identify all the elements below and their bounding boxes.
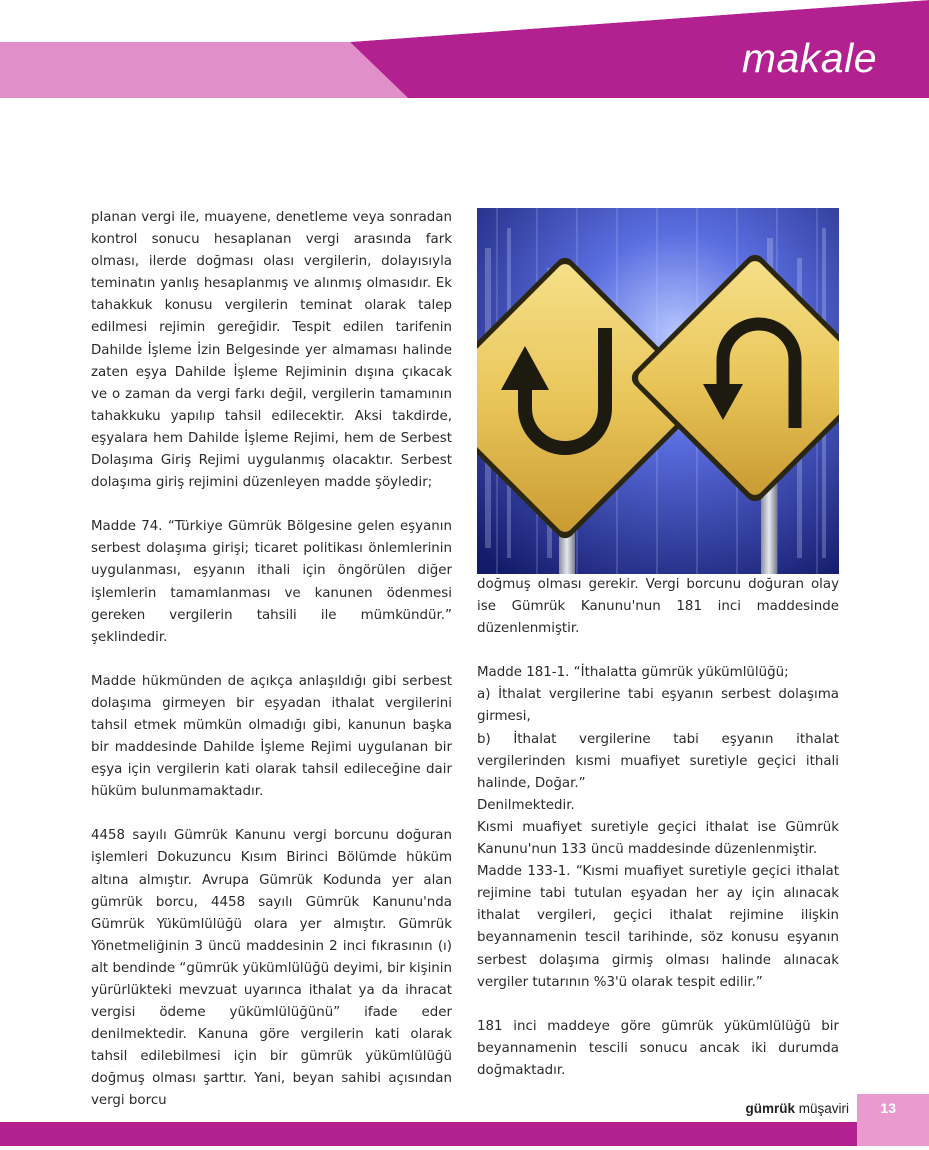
paragraph: b) İthalat vergilerine tabi eşyanın ithalat vergilerinden kısmi muafiyet suretiyle geçici ithali halinde, Doğar.” — [477, 731, 839, 791]
paragraph: 181 inci maddeye göre gümrük yükümlülüğü bir beyannamenin tescili sonucu ancak iki durumda doğmaktadır. — [477, 1018, 839, 1078]
paragraph: Madde 133-1. “Kısmi muafiyet suretiyle geçici ithalat rejimine tabi tutulan eşyadan her ay için alınacak ithalat vergileri, geçici ithalat rejimine ilişkin beyannamenin tescil tarihinde, söz konusu eşyanın serbest dolaşıma girmiş olması halinde alınacak vergiler tutarının %3'ü olarak tespit edilir.” — [477, 864, 839, 990]
paragraph: Madde hükmünden de açıkça anlaşıldığı gibi serbest dolaşıma girmeyen bir eşyadan ithalat vergilerini tahsil etmek mümkün olmadığı gibi, kanunun başka bir maddesinde Dahilde İşleme Rejimi uygulanan bir eşya için vergilerin kati olarak tahsil edileceğine dair hüküm bulunmamaktadır. — [91, 673, 452, 800]
u-turn-road-signs-photo — [477, 208, 839, 574]
footer-magenta-band — [0, 1122, 929, 1146]
paragraph: a) İthalat vergilerine tabi eşyanın serbest dolaşıma girmesi, — [477, 687, 839, 725]
paragraph: Kısmi muafiyet suretiyle geçici ithalat ise Gümrük Kanunu'nun 133 üncü maddesinde düzenlenmiştir. — [477, 819, 839, 858]
right-column — [477, 574, 839, 1082]
paragraph: Madde 181-1. “İthalatta gümrük yükümlülüğü; — [477, 665, 789, 681]
page-number: 13 — [880, 1100, 896, 1116]
left-column — [91, 207, 452, 1113]
paragraph: doğmuş olması gerekir. Vergi borcunu doğuran olay ise Gümrük Kanunu'nun 181 inci maddesinde düzenlenmiştir. — [477, 577, 839, 637]
paragraph: 4458 sayılı Gümrük Kanunu vergi borcunu doğuran işlemleri Dokuzuncu Kısım Birinci Bölümde hüküm altına almıştır. Avrupa Gümrük Kodunda yer alan gümrük borcu, 4458 sayılı Gümrük Kanunu'nda Gümrük Yükümlülüğü olara yer almıştır. Gümrük Yönetmeliğinin 3 üncü maddesinin 2 inci fıkrasının (ı) alt bendinde “gümrük yükümlülüğü deyimi, bir kişinin yürürlükteki mevzuat uyarınca ithalat ya da ihracat vergisi ödeme yükümlülüğünü” ifade eder denilmektedir. Kanuna göre vergilerin kati olarak tahsil edilebilmesi için bir gümrük yükümlülüğü doğmuş olması şarttır. Yani, beyan sahibi açısından vergi borcu — [91, 828, 452, 1109]
magazine-brand: gümrük müşaviri — [745, 1101, 849, 1116]
paragraph: Madde 74. “Türkiye Gümrük Bölgesine gelen eşyanın serbest dolaşıma girişi; ticaret politikası önlemlerinin uygulanması, eşyanın ithali için öngörülen diğer işlemlerin tamamlanması ve kanunen ödenmesi gereken vergilerin tahsili ile mümkündür.” şeklindedir. — [91, 519, 452, 645]
paragraph: planan vergi ile, muayene, denetleme veya sonradan kontrol sonucu hesaplanan vergi arasında fark olması, ilerde doğması olası vergilerin, dolayısıyla teminatın yanlış hesaplanmış ve alınmış olmasıdır. Ek tahakkuk konusu vergilerin teminat olarak talep edilmesi rejimin gereğidir. Tespit edilen tarifenin Dahilde İşleme İzin Belgesinde yer almaması halinde zaten eşya Dahilde İşleme Rejiminin dışına çıkacak ve o zaman da vergi farkı değil, vergilerin tamamının tahakkuku yapılıp tahsil edilecektir. Aksi takdirde, eşyalara hem Dahilde İşleme Rejimi, hem de Serbest Dolaşıma Giriş Rejimi uygulanmış olacaktır. Serbest dolaşıma giriş rejimini düzenleyen madde şöyledir; — [91, 210, 452, 491]
header-pink-band — [0, 42, 408, 98]
paragraph: Denilmektedir. — [477, 797, 575, 813]
section-title: makale — [741, 35, 877, 81]
header-band — [0, 0, 929, 100]
